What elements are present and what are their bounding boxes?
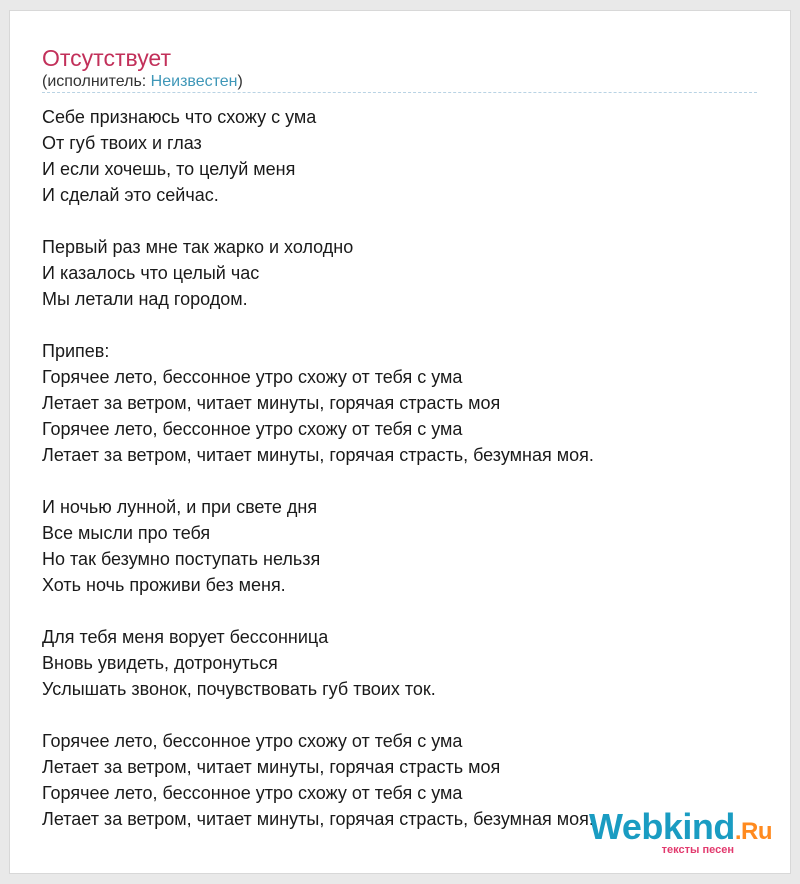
stanza-break <box>42 468 757 494</box>
artist-line <box>42 73 243 91</box>
artist-prefix: (исполнитель: <box>42 73 151 90</box>
lyric-line: Летает за ветром, читает минуты, горячая страсть, безумная моя. <box>42 445 594 465</box>
lyric-line: Летает за ветром, читает минуты, горячая страсть моя <box>42 393 501 413</box>
lyric-line: Летает за ветром, читает минуты, горячая страсть, безумная моя. <box>42 809 594 829</box>
webkind-logo <box>588 806 772 857</box>
lyric-line: Горячее лето, бессонное утро схожу от тебя с ума <box>42 419 463 439</box>
lyric-line: Первый раз мне так жарко и холодно <box>42 237 354 257</box>
lyric-line: Летает за ветром, читает минуты, горячая страсть моя <box>42 757 501 777</box>
lyric-line: Припев: <box>42 341 110 361</box>
stanza-break <box>42 312 757 338</box>
lyrics-body <box>42 104 757 832</box>
title-divider <box>42 92 757 93</box>
lyric-line: Для тебя меня ворует бессонница <box>42 627 329 647</box>
stanza-break <box>42 208 757 234</box>
lyric-line: Вновь увидеть, дотронуться <box>42 653 278 673</box>
song-title: Отсутствует <box>42 45 171 71</box>
stanza-break <box>42 598 757 624</box>
lyric-line: И сделай это сейчас. <box>42 185 219 205</box>
stanza-break <box>42 702 757 728</box>
lyric-line: Горячее лето, бессонное утро схожу от тебя с ума <box>42 783 463 803</box>
lyric-line: Мы летали над городом. <box>42 289 248 309</box>
logo-tld: .Ru <box>734 818 772 845</box>
lyric-line: Услышать звонок, почувствовать губ твоих ток. <box>42 679 436 699</box>
lyric-line: От губ твоих и глаз <box>42 133 202 153</box>
lyric-line: Все мысли про тебя <box>42 523 211 543</box>
lyric-line: Горячее лето, бессонное утро схожу от тебя с ума <box>42 367 463 387</box>
lyric-line: И ночью лунной, и при свете дня <box>42 497 318 517</box>
lyric-line: И казалось что целый час <box>42 263 260 283</box>
artist-suffix: ) <box>237 73 243 90</box>
lyric-line: И если хочешь, то целуй меня <box>42 159 296 179</box>
logo-brand: Webkind <box>588 806 735 847</box>
lyric-line: Хоть ночь проживи без меня. <box>42 575 286 595</box>
lyric-line: Но так безумно поступать нельзя <box>42 549 321 569</box>
artist-link[interactable]: Неизвестен <box>150 73 238 90</box>
lyric-line: Горячее лето, бессонное утро схожу от тебя с ума <box>42 731 463 751</box>
lyric-line: Себе признаюсь что схожу с ума <box>42 107 317 127</box>
logo-tagline: тексты песен <box>661 844 734 856</box>
